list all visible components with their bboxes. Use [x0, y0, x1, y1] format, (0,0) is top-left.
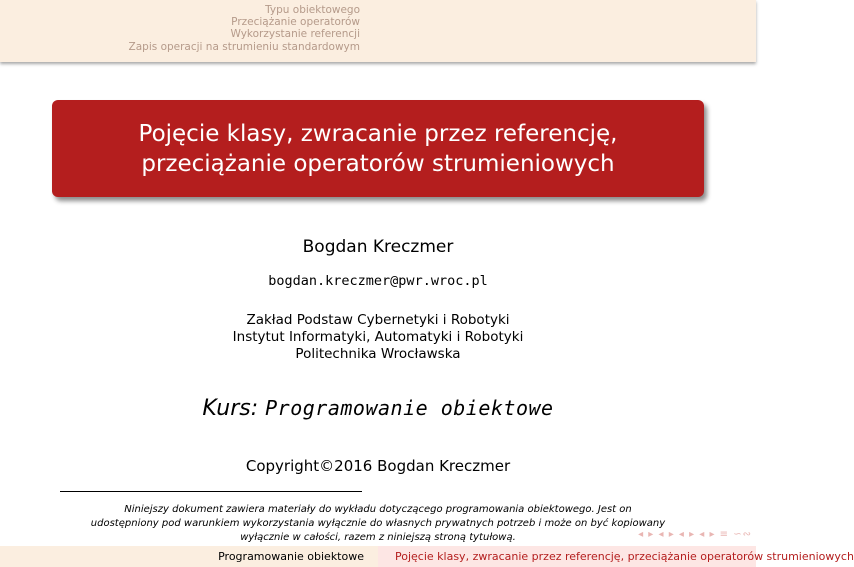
footer-presentation-title: Pojęcie klasy, zwracanie przez referencję, przeciążanie operatorów strumieniowych	[378, 546, 756, 567]
nav-section-item[interactable]: Typu obiektowego	[265, 4, 360, 16]
title-line: Pojęcie klasy, zwracanie przez referencję,	[138, 120, 618, 147]
nav-section-item[interactable]: Wykorzystanie referencji	[230, 28, 360, 41]
course-title	[0, 396, 756, 421]
header-bar	[0, 0, 756, 62]
author-email: bogdan.kreczmer@pwr.wroc.pl	[268, 273, 488, 289]
footnote-line: wyłącznie w całości, razem z niniejszą stroną tytułową.	[240, 532, 516, 543]
footnote-divider	[60, 491, 362, 492]
footer-bar	[0, 546, 854, 567]
institute-line: Instytut Informatyki, Automatyki i Robotyki	[232, 329, 524, 345]
footnote-line: Niniejszy dokument zawiera materiały do wykładu dotyczącego programowania obiektowego. Jest on	[124, 504, 632, 515]
course-name: Programowanie obiektowe	[265, 396, 554, 420]
institute-line: Politechnika Wrocławska	[295, 346, 461, 362]
nav-section-item[interactable]: Przeciążanie operatorów	[231, 16, 360, 29]
course-label: Kurs:	[202, 396, 259, 421]
nav-section-item[interactable]: Zapis operacji na strumieniu standardowym	[128, 40, 360, 53]
institute-line: Zakład Podstaw Cybernetyki i Robotyki	[246, 312, 510, 328]
section-navigation	[129, 4, 360, 53]
title-box	[52, 100, 704, 197]
author-name: Bogdan Kreczmer	[302, 237, 454, 257]
navigation-icons[interactable]: ◂ ▸ ◂ ▸ ◂ ▸ ◂ ▸ ≡ ∽∾	[638, 529, 752, 540]
footer-course-name: Programowanie obiektowe	[0, 546, 378, 567]
copyright-notice: Copyright©2016 Bogdan Kreczmer	[245, 457, 511, 475]
title-line: przeciążanie operatorów strumieniowych	[141, 150, 615, 177]
footnote-line: udostępniony pod warunkiem wykorzystania wyłącznie do własnych prywatnych potrzeb i może on być kopiowany	[90, 518, 666, 529]
institute-block	[0, 312, 756, 363]
